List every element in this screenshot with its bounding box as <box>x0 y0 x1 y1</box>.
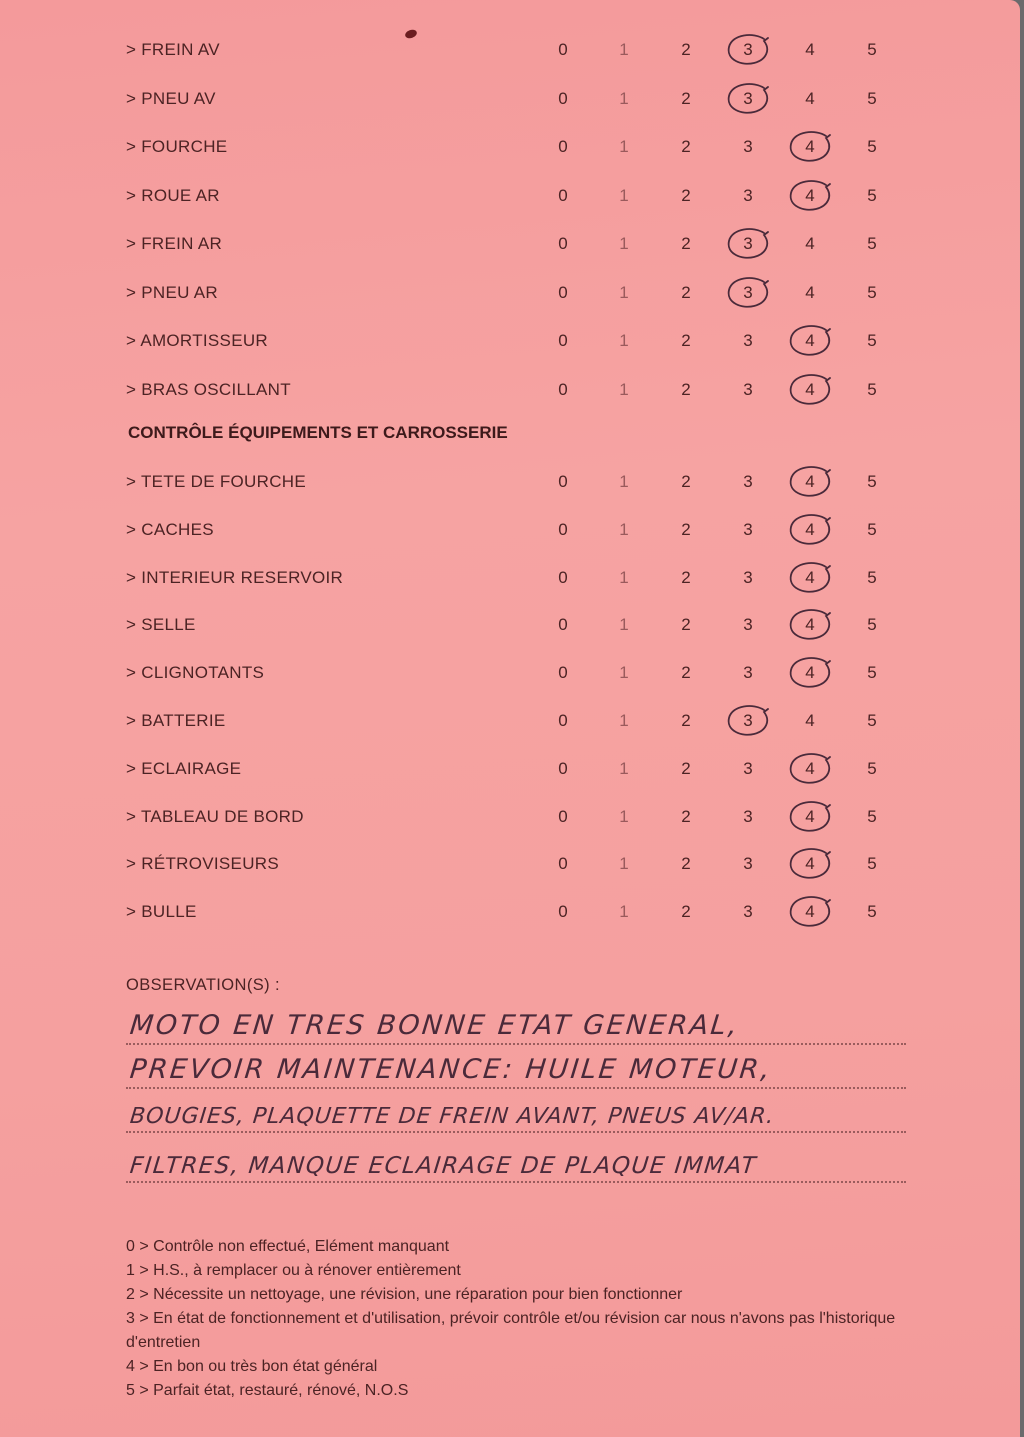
score-4: 4 <box>805 379 815 399</box>
checklist-row <box>0 176 1020 216</box>
observation-line-2 <box>126 1039 906 1089</box>
score-1: 1 <box>619 758 629 778</box>
score-1: 1 <box>619 519 629 539</box>
score-3: 3 <box>743 234 753 253</box>
score-5: 5 <box>867 137 877 156</box>
legend-item-5: 5 > Parfait état, restauré, rénové, N.O.S <box>126 1382 409 1399</box>
checklist-row <box>0 558 1020 598</box>
checklist-row <box>0 321 1020 361</box>
score-4: 4 <box>805 615 815 635</box>
score-1: 1 <box>619 806 629 826</box>
score-4: 4 <box>805 282 815 302</box>
checklist-row <box>0 605 1020 645</box>
score-3: 3 <box>743 615 753 635</box>
score-3: 3 <box>743 472 753 491</box>
row-label: > PNEU AR <box>126 282 218 302</box>
checklist-row <box>0 892 1020 932</box>
score-4: 4 <box>805 40 815 59</box>
score-5: 5 <box>867 282 877 302</box>
score-2: 2 <box>681 379 691 399</box>
checklist-row <box>0 701 1020 741</box>
legend-item-3: 3 > En état de fonctionnement et d'utilisation, prévoir contrôle et/ou révision car nous n'avons pas l'historique d'entretien <box>126 1310 896 1351</box>
row-label: > RÉTROVISEURS <box>126 854 279 874</box>
score-0: 0 <box>558 902 568 922</box>
row-label: > FREIN AR <box>126 234 223 253</box>
legend-item-1: 1 > H.S., à remplacer ou à rénover entièrement <box>126 1262 461 1279</box>
score-0: 0 <box>558 711 568 730</box>
row-label: > TABLEAU DE BORD <box>126 806 304 826</box>
score-4: 4 <box>805 88 815 108</box>
score-0: 0 <box>558 185 568 205</box>
score-4: 4 <box>805 758 815 778</box>
score-1: 1 <box>619 185 629 205</box>
score-1: 1 <box>619 902 629 922</box>
checklist-row <box>0 653 1020 693</box>
legend-item-4: 4 > En bon ou très bon état général <box>126 1358 378 1375</box>
observation-line-1 <box>126 995 906 1045</box>
row-label: > TETE DE FOURCHE <box>126 472 307 491</box>
score-1: 1 <box>619 88 629 108</box>
score-5: 5 <box>867 379 877 399</box>
row-label: > FOURCHE <box>126 137 228 156</box>
score-2: 2 <box>681 567 691 587</box>
score-2: 2 <box>681 758 691 778</box>
score-0: 0 <box>558 806 568 826</box>
score-4: 4 <box>805 854 815 874</box>
score-1: 1 <box>619 615 629 635</box>
score-5: 5 <box>867 902 877 922</box>
score-4: 4 <box>805 234 815 253</box>
score-4: 4 <box>805 567 815 587</box>
score-1: 1 <box>619 234 629 253</box>
score-5: 5 <box>867 472 877 491</box>
row-label: > PNEU AV <box>126 88 216 108</box>
row-label: > BRAS OSCILLANT <box>126 379 291 399</box>
checklist-row <box>0 30 1020 70</box>
score-5: 5 <box>867 663 877 683</box>
row-label: > ECLAIRAGE <box>126 758 242 778</box>
score-2: 2 <box>681 806 691 826</box>
score-2: 2 <box>681 137 691 156</box>
observation-text-2: PREVOIR MAINTENANCE: HUILE MOTEUR, <box>128 1054 774 1085</box>
score-4: 4 <box>805 137 815 156</box>
score-1: 1 <box>619 282 629 302</box>
score-0: 0 <box>558 854 568 874</box>
score-0: 0 <box>558 758 568 778</box>
observation-line-4 <box>126 1133 906 1183</box>
score-2: 2 <box>681 663 691 683</box>
score-5: 5 <box>867 185 877 205</box>
score-2: 2 <box>681 234 691 253</box>
score-0: 0 <box>558 40 568 59</box>
section-title-equipment: CONTRÔLE ÉQUIPEMENTS ET CARROSSERIE <box>128 423 508 442</box>
checklist-row <box>0 79 1020 119</box>
score-5: 5 <box>867 758 877 778</box>
score-4: 4 <box>805 472 815 491</box>
score-2: 2 <box>681 902 691 922</box>
score-1: 1 <box>619 331 629 350</box>
row-label: > FREIN AV <box>126 40 220 59</box>
score-5: 5 <box>867 88 877 108</box>
score-3: 3 <box>743 902 753 922</box>
score-3: 3 <box>743 806 753 826</box>
score-1: 1 <box>619 472 629 491</box>
score-3: 3 <box>743 758 753 778</box>
score-5: 5 <box>867 806 877 826</box>
score-3: 3 <box>743 88 753 108</box>
observation-line-3 <box>126 1083 906 1133</box>
score-1: 1 <box>619 854 629 874</box>
score-5: 5 <box>867 615 877 635</box>
score-0: 0 <box>558 137 568 156</box>
score-3: 3 <box>743 567 753 587</box>
score-2: 2 <box>681 40 691 59</box>
score-1: 1 <box>619 567 629 587</box>
score-5: 5 <box>867 711 877 730</box>
observation-text-4: FILTRES, MANQUE ECLAIRAGE DE PLAQUE IMMAT <box>128 1153 759 1179</box>
row-label: > ROUE AR <box>126 185 220 205</box>
score-1: 1 <box>619 137 629 156</box>
checklist-row <box>0 224 1020 264</box>
score-5: 5 <box>867 519 877 539</box>
score-3: 3 <box>743 282 753 302</box>
checklist-row <box>0 273 1020 313</box>
score-4: 4 <box>805 806 815 826</box>
score-1: 1 <box>619 40 629 59</box>
score-4: 4 <box>805 519 815 539</box>
score-0: 0 <box>558 472 568 491</box>
score-0: 0 <box>558 567 568 587</box>
legend-item-0: 0 > Contrôle non effectué, Elément manquant <box>126 1238 450 1255</box>
score-2: 2 <box>681 88 691 108</box>
score-1: 1 <box>619 379 629 399</box>
rating-legend <box>126 1235 906 1403</box>
score-0: 0 <box>558 379 568 399</box>
row-label: > AMORTISSEUR <box>126 331 268 350</box>
score-4: 4 <box>805 663 815 683</box>
observation-text-3: BOUGIES, PLAQUETTE DE FREIN AVANT, PNEUS AV/AR. <box>128 1104 776 1129</box>
checklist-row <box>0 370 1020 410</box>
row-label: > INTERIEUR RESERVOIR <box>126 567 344 587</box>
score-2: 2 <box>681 615 691 635</box>
row-label: > BATTERIE <box>126 711 226 730</box>
checklist-row <box>0 797 1020 837</box>
score-3: 3 <box>743 40 753 59</box>
score-3: 3 <box>743 331 753 350</box>
checklist-row <box>0 749 1020 789</box>
score-5: 5 <box>867 854 877 874</box>
score-3: 3 <box>743 711 753 730</box>
checklist-row <box>0 462 1020 502</box>
score-5: 5 <box>867 331 877 350</box>
score-0: 0 <box>558 331 568 350</box>
observations-title: OBSERVATION(S) : <box>126 976 281 994</box>
score-5: 5 <box>867 567 877 587</box>
score-0: 0 <box>558 282 568 302</box>
score-3: 3 <box>743 137 753 156</box>
score-4: 4 <box>805 185 815 205</box>
score-3: 3 <box>743 379 753 399</box>
observation-text-1: MOTO EN TRES BONNE ETAT GENERAL, <box>128 1010 741 1041</box>
score-2: 2 <box>681 711 691 730</box>
score-3: 3 <box>743 663 753 683</box>
row-label: > SELLE <box>126 615 196 635</box>
score-4: 4 <box>805 902 815 922</box>
score-1: 1 <box>619 711 629 730</box>
score-2: 2 <box>681 854 691 874</box>
score-3: 3 <box>743 519 753 539</box>
score-2: 2 <box>681 519 691 539</box>
score-0: 0 <box>558 519 568 539</box>
row-label: > CACHES <box>126 519 214 539</box>
score-0: 0 <box>558 88 568 108</box>
score-2: 2 <box>681 185 691 205</box>
checklist-row <box>0 844 1020 884</box>
score-1: 1 <box>619 663 629 683</box>
score-5: 5 <box>867 40 877 59</box>
score-0: 0 <box>558 663 568 683</box>
legend-item-2: 2 > Nécessite un nettoyage, une révision, une réparation pour bien fonctionner <box>126 1286 683 1303</box>
score-2: 2 <box>681 331 691 350</box>
checklist-row <box>0 127 1020 167</box>
score-3: 3 <box>743 185 753 205</box>
score-5: 5 <box>867 234 877 253</box>
score-0: 0 <box>558 234 568 253</box>
score-3: 3 <box>743 854 753 874</box>
score-4: 4 <box>805 331 815 350</box>
score-2: 2 <box>681 282 691 302</box>
score-4: 4 <box>805 711 815 730</box>
row-label: > CLIGNOTANTS <box>126 663 265 683</box>
row-label: > BULLE <box>126 902 197 922</box>
score-0: 0 <box>558 615 568 635</box>
score-2: 2 <box>681 472 691 491</box>
checklist-row <box>0 510 1020 550</box>
